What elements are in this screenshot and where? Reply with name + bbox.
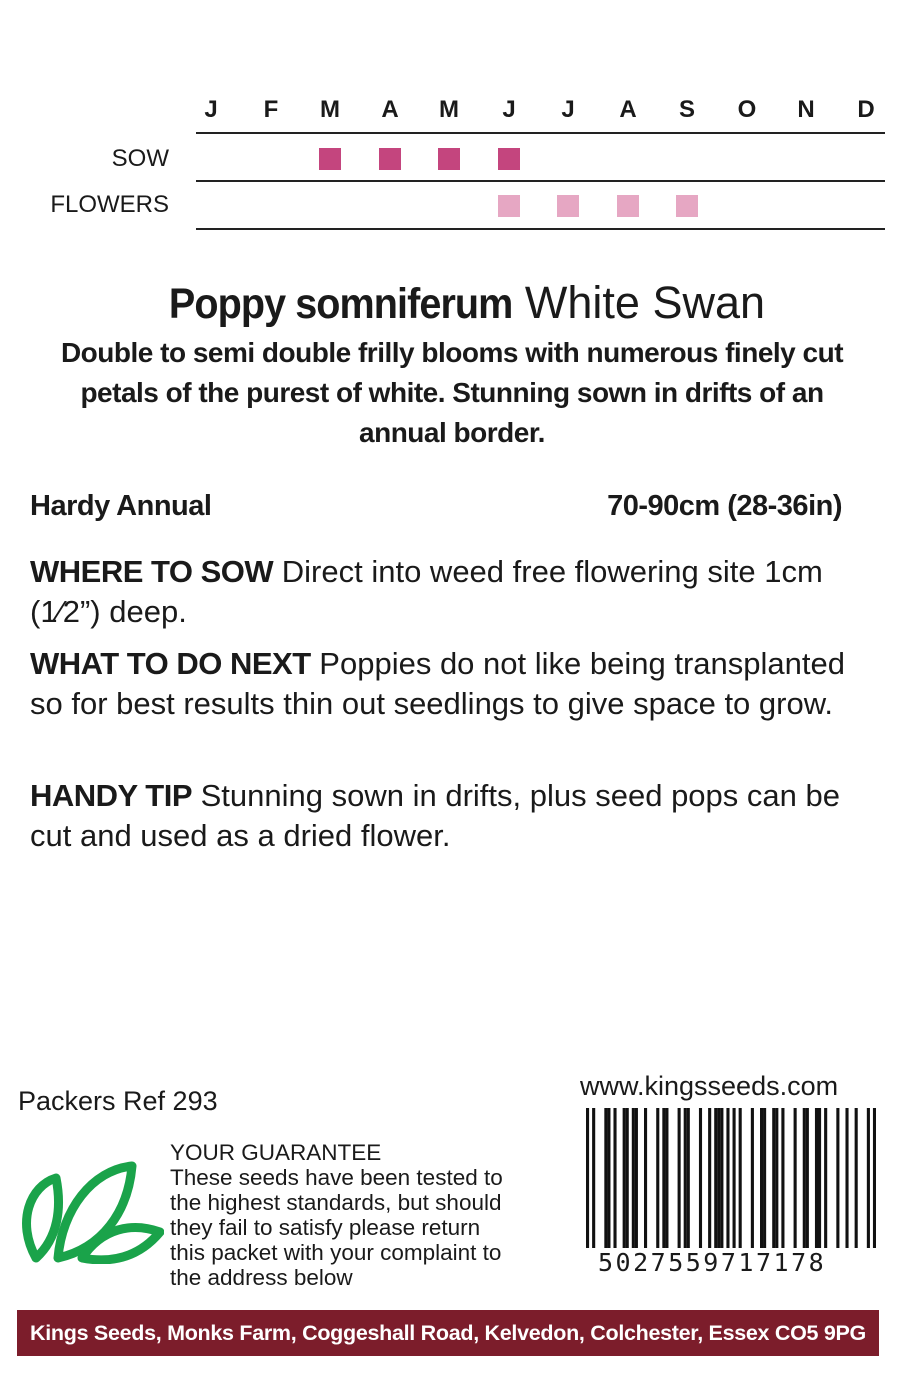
barcode-bar bbox=[607, 1108, 610, 1248]
flowers-month-marker bbox=[617, 195, 639, 217]
plant-type: Hardy Annual bbox=[30, 490, 212, 522]
month-label: O bbox=[737, 96, 757, 123]
flowers-month-marker bbox=[557, 195, 579, 217]
month-label: D bbox=[857, 96, 875, 123]
footer-address: Kings Seeds, Monks Farm, Coggeshall Road, Kelvedon, Colchester, Essex CO5 9PG bbox=[30, 1321, 866, 1345]
barcode-bar bbox=[775, 1108, 778, 1248]
month-label: J bbox=[561, 96, 575, 123]
sow-month-marker bbox=[438, 148, 460, 170]
kings-seeds-leaf-icon bbox=[22, 1160, 164, 1264]
sow-row-label: SOW bbox=[111, 145, 169, 172]
section-heading: WHAT TO DO NEXT bbox=[30, 646, 311, 681]
barcode bbox=[586, 1108, 876, 1248]
month-label: M bbox=[439, 96, 459, 123]
barcode-bar bbox=[763, 1108, 766, 1248]
barcode-bar bbox=[684, 1108, 687, 1248]
product-name: Poppy somniferum bbox=[168, 280, 513, 328]
barcode-bar bbox=[739, 1108, 742, 1248]
barcode-bar bbox=[586, 1108, 589, 1248]
barcode-bar bbox=[656, 1108, 659, 1248]
barcode-bar bbox=[806, 1108, 809, 1248]
packers-ref: Packers Ref 293 bbox=[18, 1086, 218, 1116]
barcode-bar bbox=[632, 1108, 635, 1248]
barcode-bar bbox=[699, 1108, 702, 1248]
month-label: N bbox=[797, 96, 815, 123]
month-label: J bbox=[204, 96, 218, 123]
barcode-bar bbox=[613, 1108, 616, 1248]
barcode-bar bbox=[867, 1108, 870, 1248]
barcode-bar bbox=[751, 1108, 754, 1248]
sow-month-marker bbox=[379, 148, 401, 170]
section-text: Direct into weed free flowering site 1cm (1⁄2”) deep. bbox=[30, 554, 823, 629]
barcode-bar bbox=[772, 1108, 775, 1248]
guarantee-title: YOUR GUARANTEE bbox=[170, 1140, 382, 1165]
website-url: www.kingsseeds.com bbox=[580, 1071, 839, 1101]
section-heading: HANDY TIP bbox=[30, 778, 193, 813]
barcode-bar bbox=[818, 1108, 821, 1248]
flowers-row-label: FLOWERS bbox=[50, 191, 169, 218]
guarantee-line: this packet with your complaint to bbox=[170, 1240, 502, 1265]
month-label: A bbox=[619, 96, 637, 123]
sowing-calendar bbox=[0, 0, 904, 240]
barcode-bar bbox=[845, 1108, 848, 1248]
product-title bbox=[0, 278, 904, 329]
barcode-bar bbox=[803, 1108, 806, 1248]
section-text: Poppies do not like being transplanted so for best results thin out seedlings to give space to grow. bbox=[30, 646, 845, 721]
barcode-bar bbox=[760, 1108, 763, 1248]
barcode-bar bbox=[824, 1108, 827, 1248]
month-label: F bbox=[263, 96, 279, 123]
barcode-bar bbox=[781, 1108, 784, 1248]
barcode-bar bbox=[708, 1108, 711, 1248]
barcode-bar bbox=[836, 1108, 839, 1248]
barcode-bar bbox=[687, 1108, 690, 1248]
barcode-bar bbox=[626, 1108, 629, 1248]
barcode-bar bbox=[623, 1108, 626, 1248]
where-to-sow-section bbox=[30, 552, 880, 632]
guarantee-line: the highest standards, but should bbox=[170, 1190, 502, 1215]
plant-height: 70-90cm (28-36in) bbox=[607, 490, 842, 522]
month-label: A bbox=[381, 96, 399, 123]
calendar-divider bbox=[196, 132, 885, 134]
barcode-bar bbox=[644, 1108, 647, 1248]
what-to-do-next-section bbox=[30, 644, 880, 724]
section-heading: WHERE TO SOW bbox=[30, 554, 274, 589]
barcode-bar bbox=[665, 1108, 668, 1248]
month-label: J bbox=[502, 96, 516, 123]
barcode-bar bbox=[635, 1108, 638, 1248]
barcode-bar bbox=[604, 1108, 607, 1248]
handy-tip-section bbox=[30, 776, 880, 856]
flowers-month-marker bbox=[676, 195, 698, 217]
product-variety: White Swan bbox=[524, 277, 766, 328]
guarantee-line: they fail to satisfy please return bbox=[170, 1215, 481, 1240]
guarantee-block bbox=[170, 1140, 570, 1290]
guarantee-line: the address below bbox=[170, 1265, 353, 1290]
sow-month-marker bbox=[498, 148, 520, 170]
barcode-bar bbox=[794, 1108, 797, 1248]
product-description: Double to semi double frilly blooms with numerous finely cut petals of the purest of white. Stunning sown in drifts of an annual border. bbox=[60, 337, 844, 448]
barcode-bar bbox=[726, 1108, 729, 1248]
sow-month-marker bbox=[319, 148, 341, 170]
barcode-bar bbox=[592, 1108, 595, 1248]
barcode-bar bbox=[873, 1108, 876, 1248]
barcode-bar bbox=[733, 1108, 736, 1248]
barcode-bar bbox=[678, 1108, 681, 1248]
guarantee-line: These seeds have been tested to bbox=[170, 1165, 503, 1190]
barcode-bar bbox=[717, 1108, 720, 1248]
barcode-bar bbox=[714, 1108, 717, 1248]
section-text: Stunning sown in drifts, plus seed pops can be cut and used as a dried flower. bbox=[30, 778, 840, 853]
month-label: S bbox=[678, 96, 695, 123]
barcode-bar bbox=[662, 1108, 665, 1248]
calendar-divider bbox=[196, 180, 885, 182]
barcode-bar bbox=[855, 1108, 858, 1248]
barcode-bar bbox=[720, 1108, 723, 1248]
barcode-number: 5027559717178 bbox=[598, 1248, 827, 1277]
flowers-month-marker bbox=[498, 195, 520, 217]
barcode-bar bbox=[815, 1108, 818, 1248]
month-label: M bbox=[320, 96, 340, 123]
calendar-divider bbox=[196, 228, 885, 230]
address-footer bbox=[17, 1310, 879, 1356]
